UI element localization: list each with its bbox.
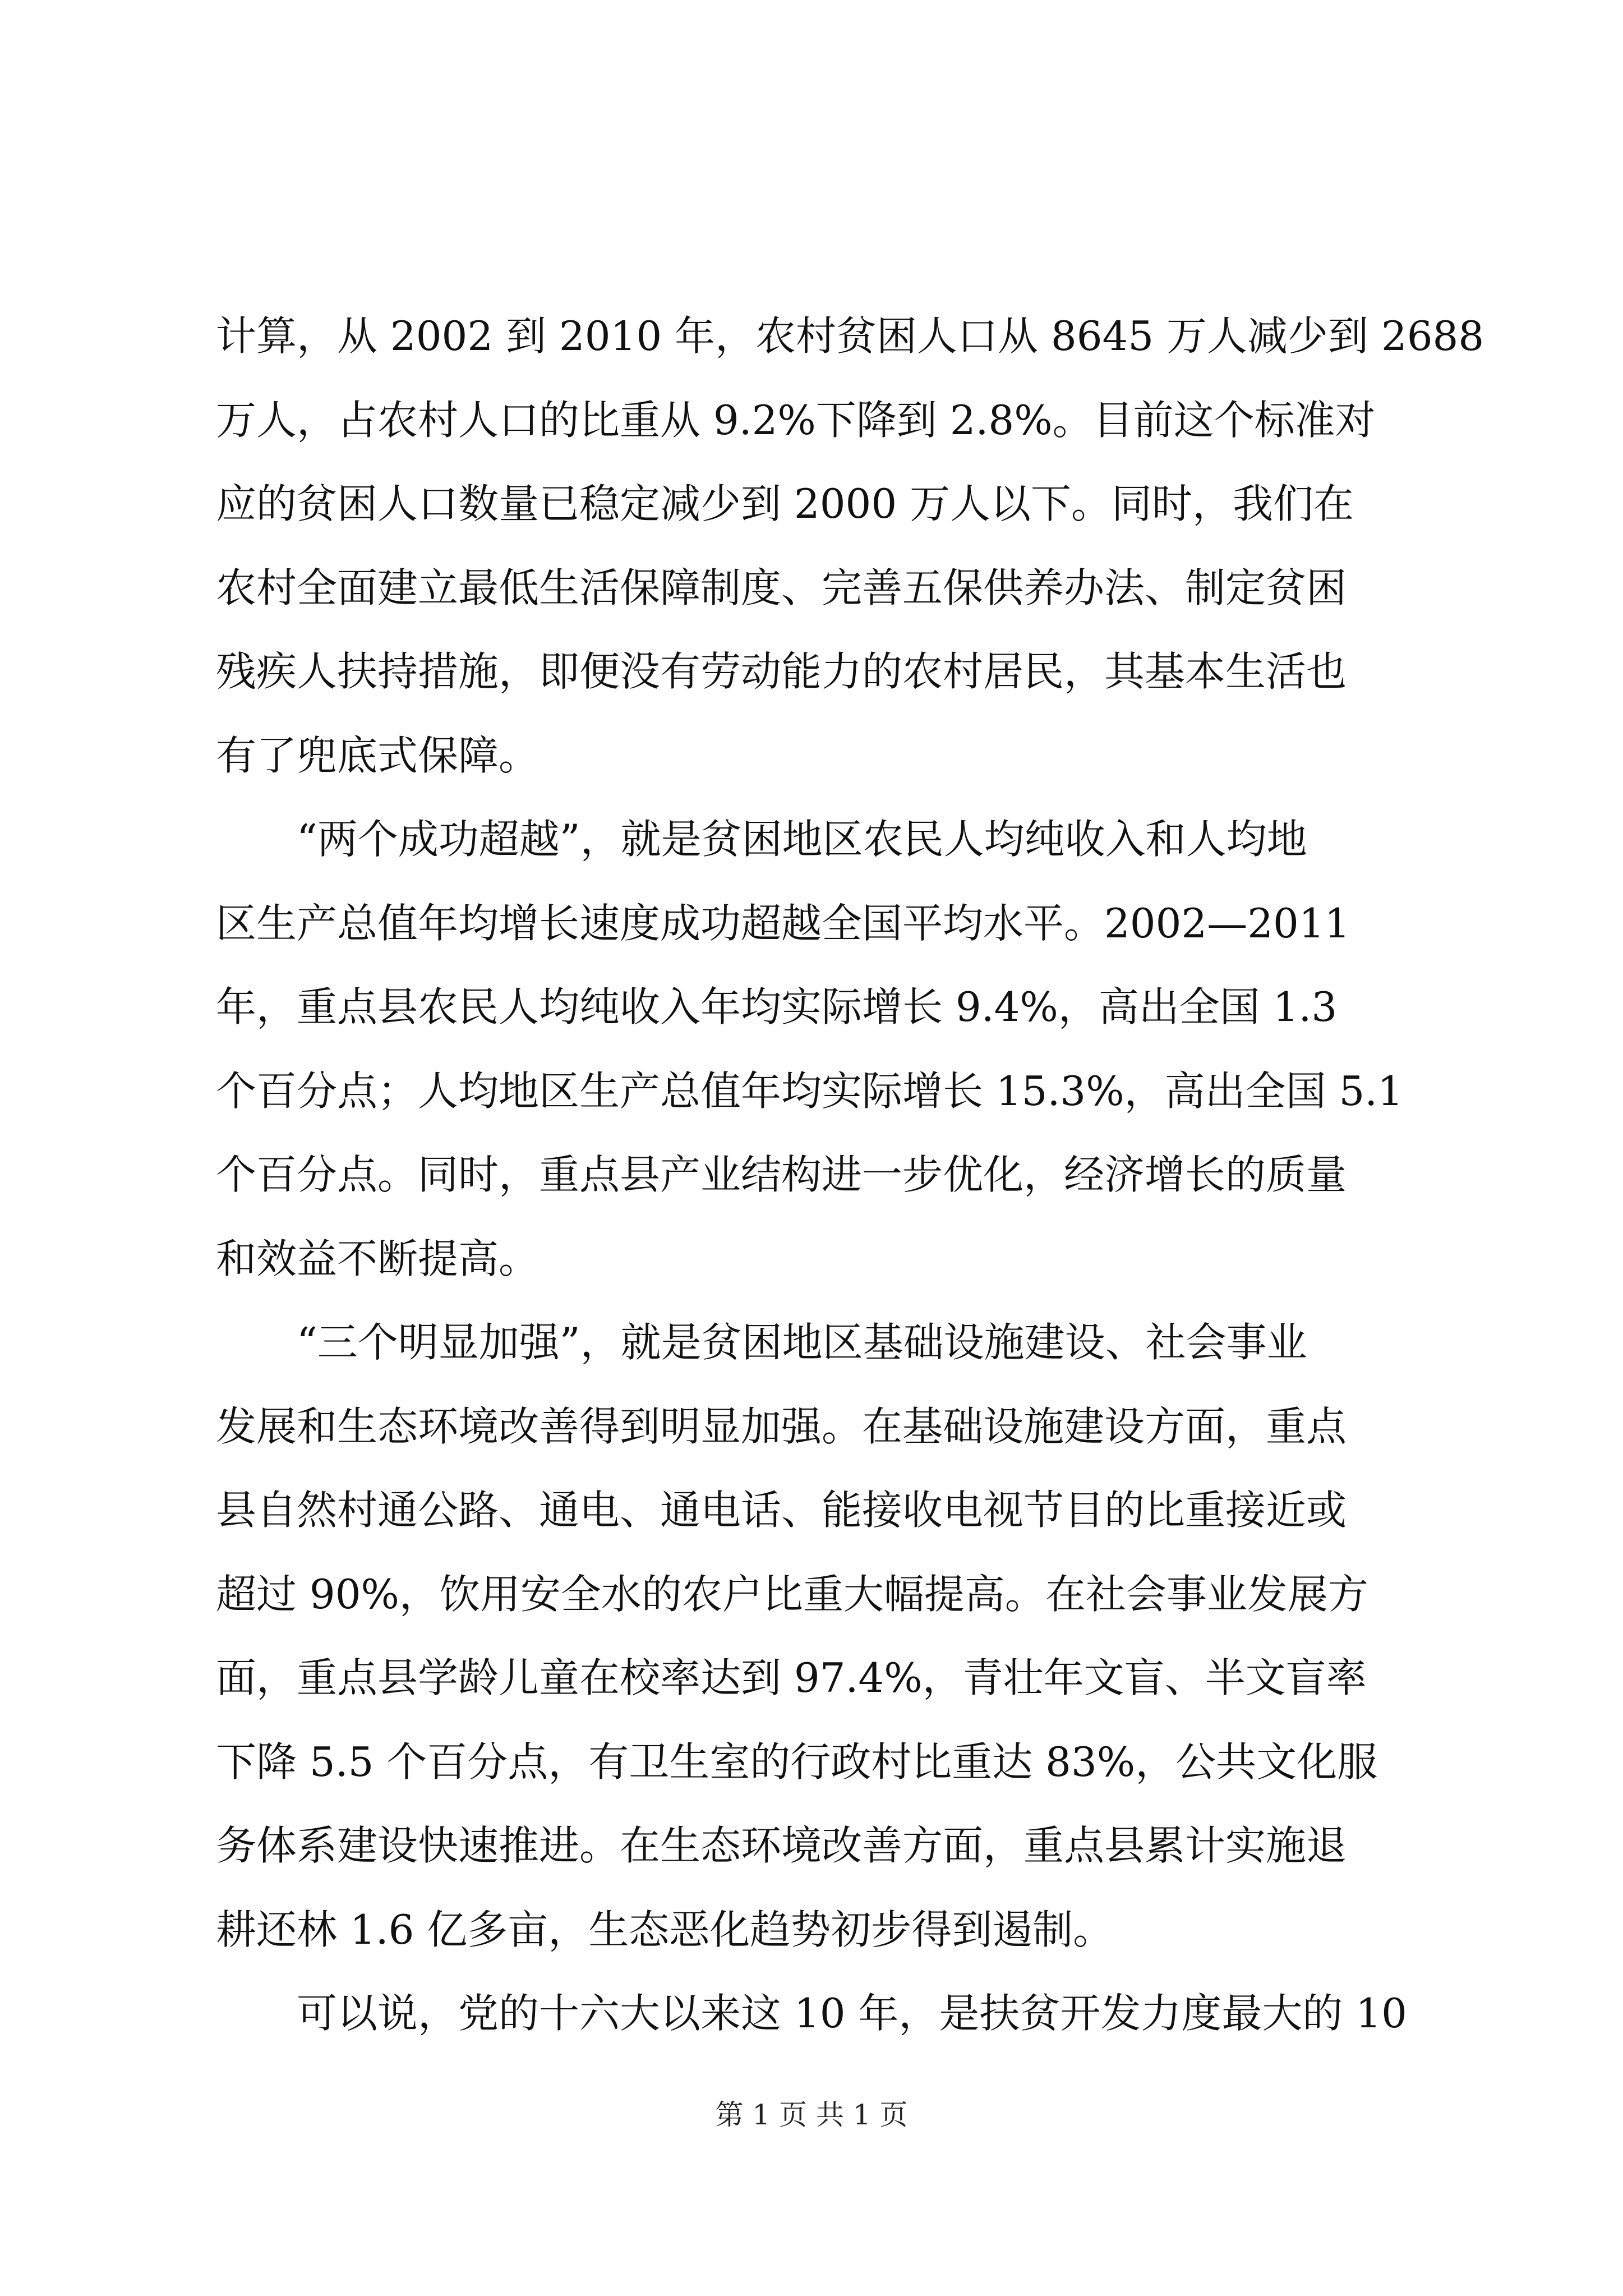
text-line: 耕还林 1.6 亿多亩，生态恶化趋势初步得到遏制。 xyxy=(216,1906,1114,1953)
text-line: 县自然村通公路、通电、通电话、能接收电视节目的比重接近或 xyxy=(216,1487,1347,1534)
text-line: 超过 90%，饮用安全水的农户比重大幅提高。在社会事业发展方 xyxy=(216,1570,1368,1618)
page-number-label: 第 1 页 共 1 页 xyxy=(715,2099,908,2131)
paragraph-start-line: “三个明显加强”，就是贫困地区基础设施建设、社会事业 xyxy=(297,1319,1307,1366)
text-line: 发展和生态环境改善得到明显加强。在基础设施建设方面，重点 xyxy=(216,1402,1347,1450)
text-line: 万人，占农村人口的比重从 9.2%下降到 2.8%。目前这个标准对 xyxy=(216,396,1376,444)
text-line: 个百分点。同时，重点县产业结构进一步优化，经济增长的质量 xyxy=(216,1151,1347,1198)
text-line: 有了兜底式保障。 xyxy=(216,731,540,779)
text-line: 应的贫困人口数量已稳定减少到 2000 万人以下。同时，我们在 xyxy=(216,480,1354,527)
body-text xyxy=(216,295,1484,2056)
text-line: 农村全面建立最低生活保障制度、完善五保供养办法、制定贫困 xyxy=(216,564,1347,611)
paragraph-start-line: “两个成功超越”，就是贫困地区农民人均纯收入和人均地 xyxy=(297,816,1307,863)
text-line: 区生产总值年均增长速度成功超越全国平均水平。2002—2011 xyxy=(216,899,1350,947)
paragraph-start-line: 可以说，党的十六大以来这 10 年，是扶贫开发力度最大的 10 xyxy=(297,1990,1407,2037)
text-line: 下降 5.5 个百分点，有卫生室的行政村比重达 83%，公共文化服 xyxy=(216,1738,1378,1786)
page-footer xyxy=(0,2098,1623,2132)
text-line: 和效益不断提高。 xyxy=(216,1235,540,1282)
text-line: 务体系建设快速推进。在生态环境改善方面，重点县累计实施退 xyxy=(216,1822,1347,1869)
text-line: 个百分点；人均地区生产总值年均实际增长 15.3%，高出全国 5.1 xyxy=(216,1067,1404,1115)
text-line: 面，重点县学龄儿童在校率达到 97.4%，青壮年文盲、半文盲率 xyxy=(216,1654,1367,1701)
text-line: 年，重点县农民人均纯收入年均实际增长 9.4%，高出全国 1.3 xyxy=(216,983,1338,1030)
text-line: 计算，从 2002 到 2010 年，农村贫困人口从 8645 万人减少到 2688 xyxy=(216,312,1484,360)
text-line: 残疾人扶持措施，即便没有劳动能力的农村居民，其基本生活也 xyxy=(216,648,1347,695)
